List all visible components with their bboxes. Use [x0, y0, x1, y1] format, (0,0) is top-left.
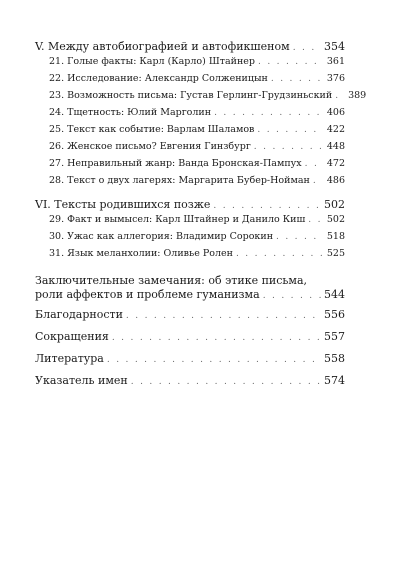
toc-entry-closing [35, 274, 345, 302]
entry-title-line2: роли аффектов и проблеме гуманизма [35, 288, 260, 301]
leader-dots [258, 57, 322, 67]
toc-chapter [35, 175, 345, 192]
page-number: 544 [324, 288, 345, 301]
chapter-title: Исследование: Александр Солженицын [67, 73, 268, 84]
page-number: 422 [326, 124, 345, 135]
leader-dots [213, 201, 321, 211]
leader-dots [276, 232, 322, 242]
leader-dots [126, 311, 321, 321]
entry-title-line1: Заключительные замечания: об этике письма, [35, 274, 308, 287]
page-number: 525 [326, 248, 345, 259]
page-number: 406 [326, 107, 345, 118]
leader-dots [271, 74, 322, 84]
page-number: 558 [324, 352, 345, 365]
chapter-number: 22. [49, 73, 65, 84]
page-number: 556 [324, 308, 345, 321]
chapter-number: 24. [49, 107, 65, 118]
chapter-number: 21. [49, 56, 65, 67]
leader-dots [254, 142, 322, 152]
page-number: 574 [324, 374, 345, 387]
leader-dots [335, 91, 343, 101]
toc-chapter [35, 56, 345, 73]
toc-chapter [35, 124, 345, 141]
chapter-number: 30. [49, 231, 65, 242]
part-title: V. Между автобиографией и автофикшеном [35, 40, 290, 53]
leader-dots [131, 377, 321, 387]
chapter-title: Текст как событие: Варлам Шаламов [67, 124, 255, 135]
page-number: 354 [324, 40, 345, 53]
toc-entry [35, 352, 345, 374]
entry-title: Указатель имен [35, 374, 128, 387]
toc-chapter [35, 107, 345, 124]
toc-chapter [35, 73, 345, 90]
toc-part [35, 40, 345, 56]
toc-chapter [35, 248, 345, 265]
entry-title: Литература [35, 352, 104, 365]
leader-dots [263, 289, 321, 303]
chapter-number: 23. [49, 90, 65, 101]
page-number: 557 [324, 330, 345, 343]
leader-dots [293, 43, 321, 53]
part-title: VI. Тексты родившихся позже [35, 198, 211, 211]
leader-dots [308, 215, 322, 225]
entry-title-line2-row [35, 288, 345, 302]
chapter-number: 31. [49, 248, 65, 259]
page-number: 448 [326, 141, 345, 152]
leader-dots [313, 176, 322, 186]
toc-entry [35, 308, 345, 330]
page-number: 389 [348, 90, 367, 101]
chapter-title: Женское письмо? Евгения Гинзбург [67, 141, 251, 152]
chapter-title: Тщетность: Юлий Марголин [67, 107, 212, 118]
chapter-title: Ужас как аллегория: Владимир Сорокин [67, 231, 274, 242]
page-number: 361 [326, 56, 345, 67]
leader-dots [107, 355, 321, 365]
leader-dots [214, 108, 322, 118]
leader-dots [112, 333, 321, 343]
chapter-number: 25. [49, 124, 65, 135]
chapter-title: Факт и вымысел: Карл Штайнер и Данило Киш [67, 214, 306, 225]
page-number: 502 [326, 214, 345, 225]
toc-chapter [35, 158, 345, 175]
chapter-title: Неправильный жанр: Ванда Бронская-Пампух [67, 158, 302, 169]
page-number: 502 [324, 198, 345, 211]
chapter-title: Возможность письма: Густав Герлинг-Грудзиньский [67, 90, 333, 101]
chapter-number: 27. [49, 158, 65, 169]
leader-dots [305, 159, 322, 169]
page-number: 518 [326, 231, 345, 242]
toc-entry [35, 330, 345, 352]
spacer [35, 265, 345, 274]
chapter-title: Текст о двух лагерях: Маргарита Бубер-Нойман [67, 175, 310, 186]
chapter-title: Язык меланхолии: Оливье Ролен [67, 248, 233, 259]
toc-chapter [35, 141, 345, 158]
toc-chapter [35, 90, 367, 107]
chapter-number: 28. [49, 175, 65, 186]
leader-dots [236, 249, 322, 259]
toc-chapter [35, 231, 345, 248]
toc-part [35, 198, 345, 214]
entry-title: Благодарности [35, 308, 123, 321]
chapter-title: Голые факты: Карл (Карло) Штайнер [67, 56, 255, 67]
toc-chapter [35, 214, 345, 231]
page-number: 486 [326, 175, 345, 186]
leader-dots [257, 125, 322, 135]
table-of-contents [35, 40, 367, 396]
chapter-number: 26. [49, 141, 65, 152]
page-number: 376 [326, 73, 345, 84]
chapter-number: 29. [49, 214, 65, 225]
entry-title: Сокращения [35, 330, 109, 343]
toc-entry [35, 374, 345, 396]
page-number: 472 [326, 158, 345, 169]
